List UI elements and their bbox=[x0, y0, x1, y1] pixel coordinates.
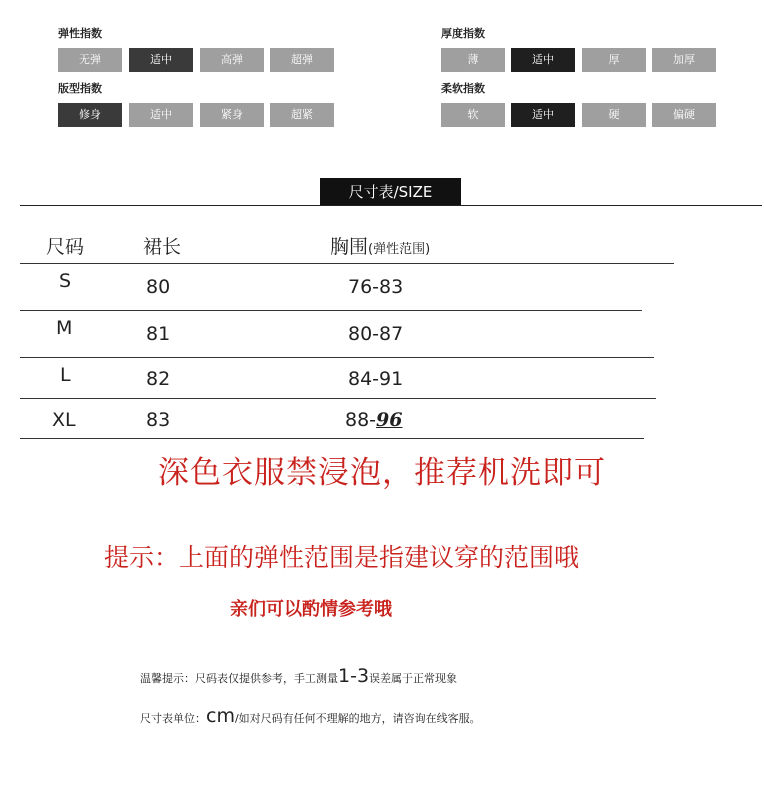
thickness-option: 薄 bbox=[441, 48, 505, 72]
warm-tip-note bbox=[140, 665, 457, 687]
elasticity-index-title: 弹性指数 bbox=[58, 27, 102, 40]
unit-note-prefix: 尺寸表单位： bbox=[140, 712, 206, 725]
table-row-size: S bbox=[59, 270, 72, 292]
elasticity-option-selected: 适中 bbox=[129, 48, 193, 72]
column-header-chest bbox=[330, 232, 430, 259]
table-row-divider bbox=[20, 263, 674, 264]
table-row-chest: 84-91 bbox=[348, 368, 404, 390]
chest-header-label: 胸围 bbox=[330, 236, 369, 258]
table-row-size: L bbox=[60, 364, 71, 386]
fit-option: 超紧 bbox=[270, 103, 334, 127]
wash-notice: 深色衣服禁浸泡，推荐机洗即可 bbox=[158, 455, 606, 491]
table-row-length: 83 bbox=[146, 409, 171, 431]
elasticity-option: 高弹 bbox=[200, 48, 264, 72]
thickness-option: 加厚 bbox=[652, 48, 716, 72]
chest-value-handwritten: 96 bbox=[376, 409, 403, 431]
table-row-length: 80 bbox=[146, 276, 171, 298]
table-row-chest bbox=[345, 409, 403, 431]
table-row-chest: 80-87 bbox=[348, 323, 404, 345]
thickness-option: 厚 bbox=[582, 48, 646, 72]
fit-option: 紧身 bbox=[200, 103, 264, 127]
fit-option-selected: 修身 bbox=[58, 103, 122, 127]
table-row-length: 82 bbox=[146, 368, 171, 390]
elasticity-option: 无弹 bbox=[58, 48, 122, 72]
softness-option-selected: 适中 bbox=[511, 103, 575, 127]
warm-tip-prefix: 温馨提示：尺码表仅提供参考，手工测量 bbox=[140, 672, 338, 685]
fit-option: 适中 bbox=[129, 103, 193, 127]
table-row-divider bbox=[20, 438, 644, 439]
table-row-chest: 76-83 bbox=[348, 276, 404, 298]
softness-option: 硬 bbox=[582, 103, 646, 127]
table-row-size: M bbox=[56, 317, 73, 339]
table-row-divider bbox=[20, 398, 656, 399]
warm-tip-range: 1-3 bbox=[338, 665, 370, 687]
size-table-header: 尺寸表/SIZE bbox=[320, 178, 461, 206]
table-row-size: XL bbox=[52, 409, 76, 431]
chest-value-prefix: 88- bbox=[345, 409, 377, 431]
size-table-top-rule bbox=[20, 205, 762, 206]
table-row-divider bbox=[20, 357, 654, 358]
elastic-range-tip: 提示：上面的弹性范围是指建议穿的范围哦 bbox=[104, 543, 580, 572]
thickness-option-selected: 适中 bbox=[511, 48, 575, 72]
elasticity-option: 超弹 bbox=[270, 48, 334, 72]
warm-tip-suffix: 误差属于正常现象 bbox=[369, 672, 458, 685]
unit-note bbox=[140, 705, 481, 727]
column-header-length: 裙长 bbox=[143, 236, 182, 258]
softness-option: 偏硬 bbox=[652, 103, 716, 127]
softness-option: 软 bbox=[441, 103, 505, 127]
table-row-divider bbox=[20, 310, 642, 311]
reference-note: 亲们可以酌情参考哦 bbox=[230, 599, 392, 620]
softness-index-title: 柔软指数 bbox=[441, 82, 485, 95]
unit-note-suffix: /如对尺码有任何不理解的地方，请咨询在线客服。 bbox=[234, 712, 481, 725]
unit-note-unit: cm bbox=[206, 705, 235, 727]
table-row-length: 81 bbox=[146, 323, 171, 345]
fit-index-title: 版型指数 bbox=[58, 82, 102, 95]
chest-header-note: (弹性范围) bbox=[368, 242, 431, 257]
thickness-index-title: 厚度指数 bbox=[441, 27, 485, 40]
column-header-size: 尺码 bbox=[46, 236, 85, 258]
